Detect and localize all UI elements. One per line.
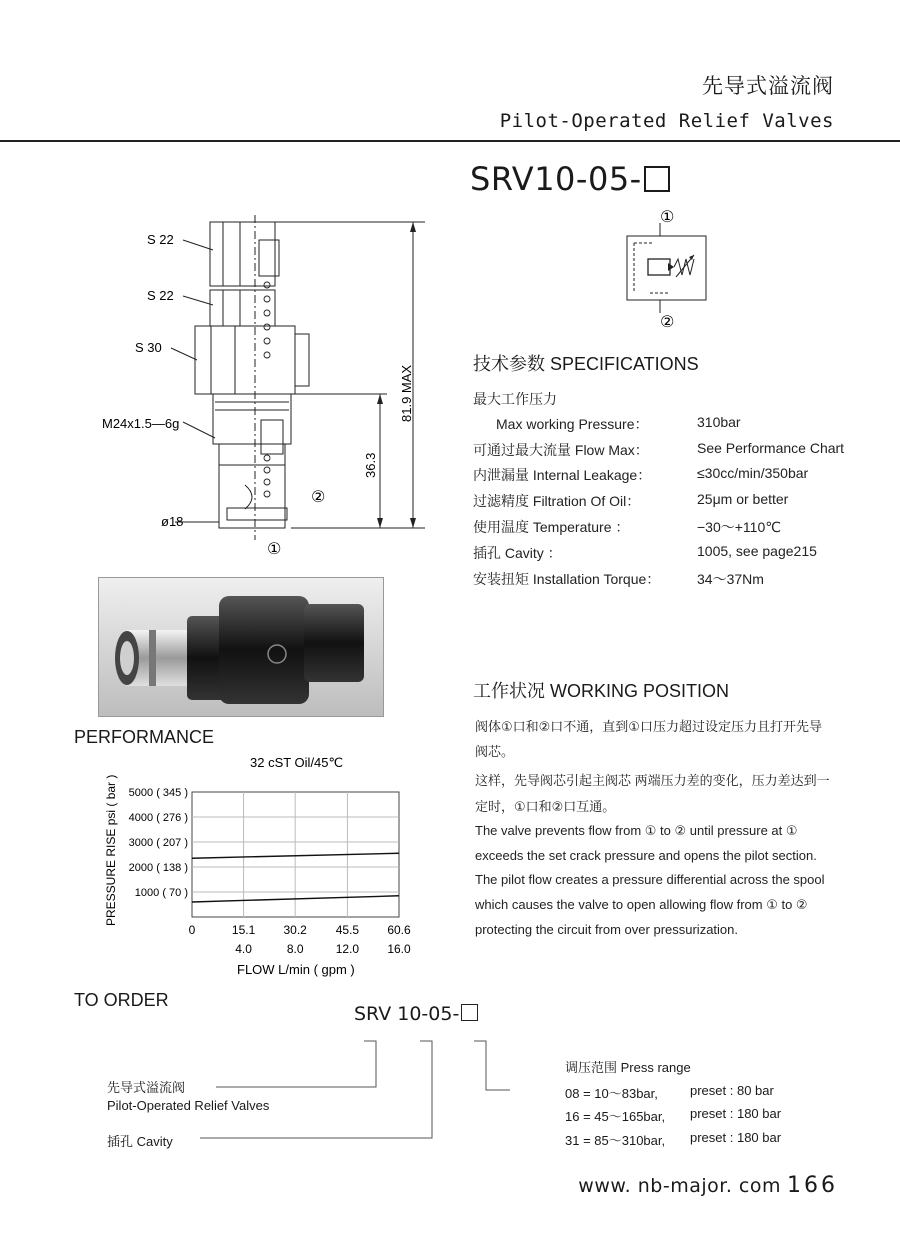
spec-label: 最大工作压力 xyxy=(473,391,557,407)
range-preset: preset : 180 bar xyxy=(690,1130,782,1145)
model-code: SRV10-05- xyxy=(470,160,642,198)
wp-line: 这样，先导阀芯引起主阀芯 两端压力差的变化，压力差达到一 xyxy=(475,773,830,788)
working-position-title: 工作状况 WORKING POSITION xyxy=(473,681,730,701)
wp-line: The pilot flow creates a pressure differential across the spool xyxy=(475,872,825,887)
range-code: 31 = 85～310bar, xyxy=(565,1133,666,1148)
wp-line: The valve prevents flow from ① to ② until pressure at ① xyxy=(475,823,798,838)
chart-subtitle: 32 cST Oil/45℃ xyxy=(250,755,344,770)
range-preset: preset : 180 bar xyxy=(690,1106,782,1121)
range-code: 08 = 10～83bar, xyxy=(565,1086,658,1101)
wp-line: which causes the valve to open allowing flow from ① to ② xyxy=(475,897,808,912)
spec-label: Max working Pressure： xyxy=(496,416,649,432)
symbol-port1: ① xyxy=(660,207,675,226)
wp-line: exceeds the set crack pressure and opens the pilot section. xyxy=(475,848,817,863)
range-code: 16 = 45～165bar, xyxy=(565,1109,666,1124)
order-option-box xyxy=(461,1004,478,1021)
chart-xlabel: FLOW L/min ( gpm ) xyxy=(237,962,355,977)
chart-x-tick-secondary: 4.0 xyxy=(235,942,252,956)
chart-y-tick: 3000 ( 207 ) xyxy=(128,837,188,849)
chart-x-tick: 45.5 xyxy=(335,923,360,937)
spec-label: 插孔 Cavity ： xyxy=(473,545,562,561)
chart-ylabel: PRESSURE RISE psi ( bar ) xyxy=(104,774,118,926)
page-number: 166 xyxy=(787,1173,838,1198)
symbol-port2: ② xyxy=(660,312,675,330)
spec-label: 安装扭矩 Installation Torque： xyxy=(473,571,661,587)
spec-value: −30～+110℃ xyxy=(697,519,781,535)
model-option-box xyxy=(644,166,670,192)
order-label-valve-en: Pilot-Operated Relief Valves xyxy=(107,1098,270,1113)
spec-row xyxy=(496,414,649,434)
chart-x-tick: 15.1 xyxy=(231,923,256,937)
product-photo xyxy=(98,577,384,717)
order-code-text: SRV 10-05- xyxy=(354,1003,460,1025)
spec-value: 1005, see page215 xyxy=(697,543,817,559)
footer-url[interactable]: www. nb-major. com xyxy=(578,1175,781,1197)
spec-value: 310bar xyxy=(697,414,741,430)
performance-chart xyxy=(95,750,425,980)
performance-title: PERFORMANCE xyxy=(74,727,215,747)
chart-x-tick: 30.2 xyxy=(283,923,307,937)
chart-x-tick-secondary: 16.0 xyxy=(387,942,411,956)
chart-y-tick: 2000 ( 138 ) xyxy=(128,862,188,874)
spec-label: 可通过最大流量 Flow Max： xyxy=(473,442,649,458)
wp-line: 阀体①口和②口不通，直到①口压力超过设定压力且打开先导 xyxy=(475,719,822,734)
spec-row xyxy=(473,389,557,409)
spec-value: 25μm or better xyxy=(697,491,789,507)
spec-value: ≤30cc/min/350bar xyxy=(697,465,809,481)
label-s22-mid: S 22 xyxy=(147,288,174,303)
dim-thread: 36.3 xyxy=(363,452,378,478)
hydraulic-symbol xyxy=(610,205,730,330)
label-thread: M24x1.5—6g xyxy=(102,416,180,431)
header-title-cn: 先导式溢流阀 xyxy=(702,74,834,98)
chart-x-tick: 60.6 xyxy=(387,923,411,937)
to-order-title: TO ORDER xyxy=(74,990,169,1010)
drawing-port2: ② xyxy=(311,487,326,506)
footer xyxy=(578,1173,838,1198)
header-title-en: Pilot-Operated Relief Valves xyxy=(499,110,834,132)
label-diameter: ø18 xyxy=(161,514,184,529)
chart-x-tick: 0 xyxy=(188,923,196,937)
range-preset: preset : 80 bar xyxy=(690,1083,774,1098)
order-label-cavity: 插孔 Cavity xyxy=(107,1134,173,1149)
spec-label: 使用温度 Temperature ： xyxy=(473,519,630,535)
chart-x-tick-secondary: 12.0 xyxy=(335,942,360,956)
header-divider xyxy=(0,140,900,142)
order-code xyxy=(354,1003,478,1025)
chart-x-tick-secondary: 8.0 xyxy=(286,942,304,956)
chart-y-tick: 4000 ( 276 ) xyxy=(128,812,188,824)
label-s30: S 30 xyxy=(135,340,162,355)
wp-line: 阀芯。 xyxy=(475,744,515,759)
spec-value: 34～37Nm xyxy=(697,571,764,587)
chart-tick-group xyxy=(129,787,411,956)
spec-label: 内泄漏量 Internal Leakage： xyxy=(473,467,652,483)
drawing-port1: ① xyxy=(267,539,282,558)
chart-y-tick: 1000 ( 70 ) xyxy=(134,887,188,899)
order-label-valve-cn: 先导式溢流阀 xyxy=(107,1080,186,1095)
wp-line: protecting the circuit from over pressurization. xyxy=(475,922,738,937)
spec-value: See Performance Chart xyxy=(697,440,845,456)
press-range-title: 调压范围 Press range xyxy=(565,1060,691,1075)
model-title xyxy=(470,160,670,198)
dim-overall: 81.9 MAX xyxy=(399,364,414,422)
order-leader-lines xyxy=(190,1035,510,1145)
spec-label: 过滤精度 Filtration Of Oil： xyxy=(473,493,641,509)
wp-line: 定时，①口和②口互通。 xyxy=(475,799,616,814)
valve-drawing xyxy=(95,210,435,565)
specifications-title: 技术参数 SPECIFICATIONS xyxy=(473,354,699,374)
chart-y-tick: 5000 ( 345 ) xyxy=(128,787,188,799)
label-s22-top: S 22 xyxy=(147,232,174,247)
